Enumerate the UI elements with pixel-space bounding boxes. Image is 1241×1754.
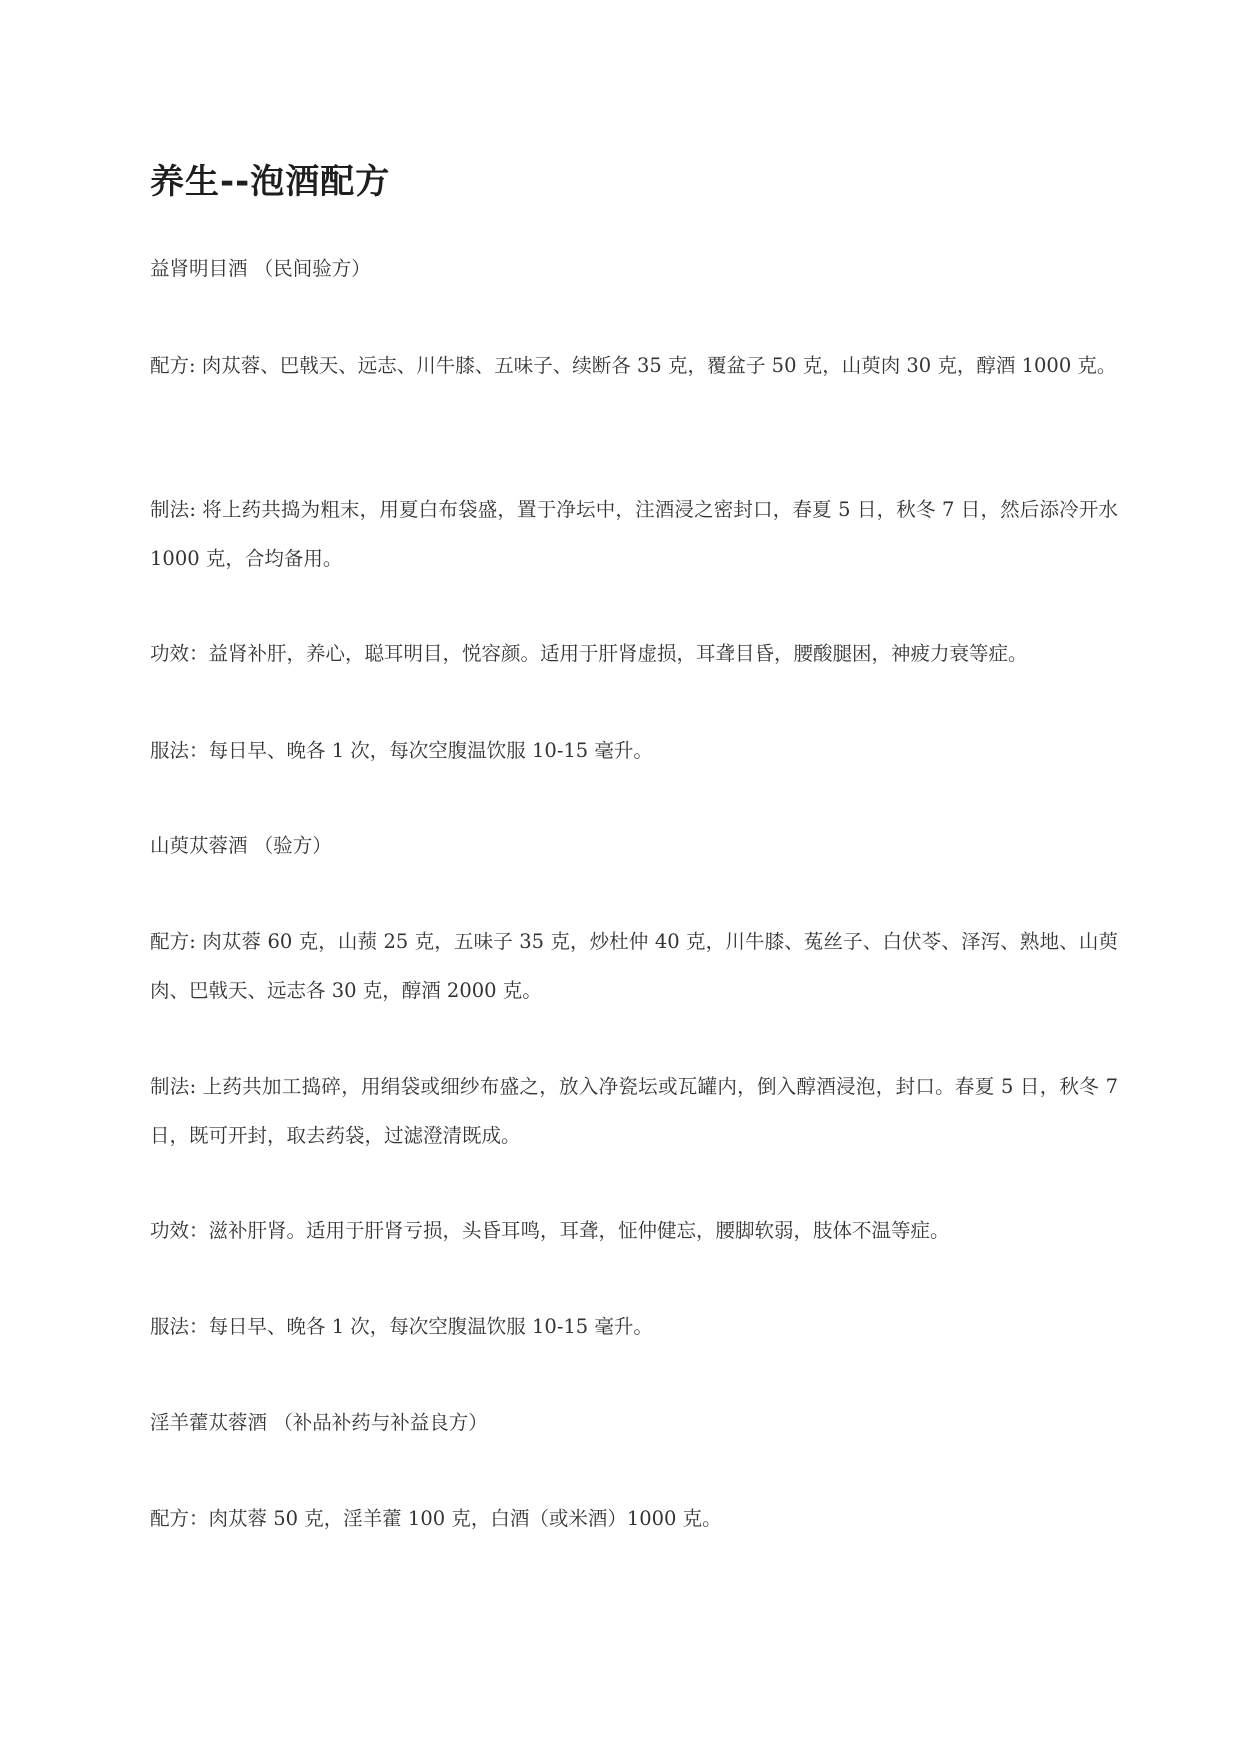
recipe-1-heading: 益肾明目酒 （民间验方） (150, 257, 371, 280)
recipe-1-formula: 配方: 肉苁蓉、巴戟天、远志、川牛膝、五味子、续断各 35 克，覆盆子 50 克，山萸肉 30 克，醇酒 1000 克。 (150, 354, 1117, 377)
recipe-1-effect: 功效：益肾补肝，养心，聪耳明目，悦容颜。适用于肝肾虚损，耳聋目昏，腰酸腿困，神疲力衰等症。 (150, 642, 1028, 665)
document-title: 养生--泡酒配方 (150, 162, 391, 202)
recipe-2-formula: 配方: 肉苁蓉 60 克，山蓣 25 克，五味子 35 克，炒杜仲 40 克，川牛膝、菟丝子、白伏苓、泽泻、熟地、山萸肉、巴戟天、远志各 30 克，醇酒 2000 克。 (150, 930, 1118, 1002)
recipe-2-effect: 功效：滋补肝肾。适用于肝肾亏损，头昏耳鸣，耳聋，怔仲健忘，腰脚软弱，肢体不温等症。 (150, 1219, 950, 1242)
recipe-3-heading: 淫羊藿苁蓉酒 （补品补药与补益良方） (150, 1411, 488, 1434)
recipe-2-heading: 山萸苁蓉酒 （验方） (150, 834, 332, 857)
recipe-2-usage: 服法：每日早、晚各 1 次，每次空腹温饮服 10-15 毫升。 (150, 1315, 653, 1338)
recipe-2-method: 制法: 上药共加工捣碎，用绢袋或细纱布盛之，放入净瓷坛或瓦罐内，倒入醇酒浸泡，封口。春夏 5 日，秋冬 7 日，既可开封，取去药袋，过滤澄清既成。 (150, 1075, 1118, 1147)
recipe-1-method: 制法: 将上药共捣为粗末，用夏白布袋盛，置于净坛中，注酒浸之密封口，春夏 5 日，秋冬 7 日，然后添冷开水 1000 克，合均备用。 (150, 498, 1118, 570)
recipe-1-usage: 服法：每日早、晚各 1 次，每次空腹温饮服 10-15 毫升。 (150, 739, 653, 762)
recipe-3-formula: 配方：肉苁蓉 50 克，淫羊藿 100 克，白酒（或米酒）1000 克。 (150, 1507, 722, 1530)
